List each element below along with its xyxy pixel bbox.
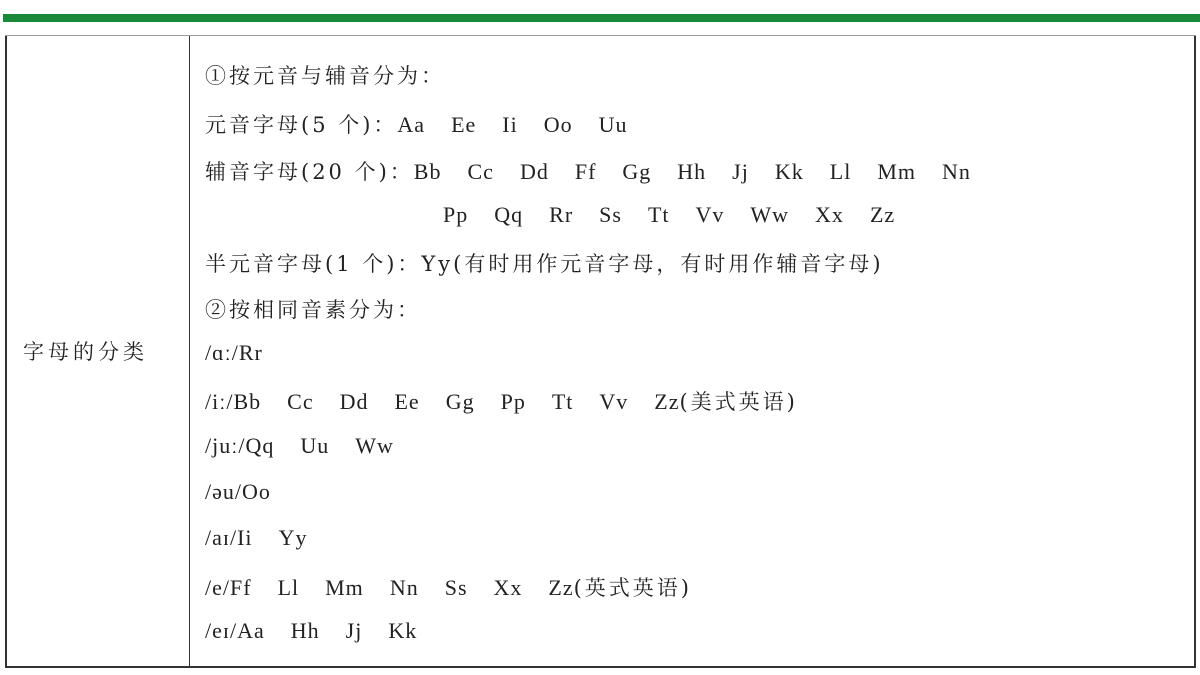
phoneme-group-line: [205, 386, 798, 416]
letter-pair: Dd: [519, 159, 549, 184]
letter-pair: Uu: [300, 432, 330, 458]
letter-pair: Ss: [599, 202, 622, 227]
letter-pair: Ww: [355, 432, 394, 458]
letter-pair: Vv: [695, 202, 725, 227]
phoneme-letters: [245, 433, 393, 458]
letter-pair: Ll: [277, 574, 300, 600]
letter-pair: Aa: [237, 617, 265, 643]
letter-pair: Oo: [242, 478, 271, 504]
letter-pair: Gg: [445, 389, 475, 415]
letter-pair: Mm: [877, 159, 916, 184]
phoneme-symbol: /əu/: [205, 478, 242, 504]
letter-pair: Aa: [397, 112, 426, 137]
semivowel-text: Yy(有时用作元音字母，有时用作辅音字母): [421, 252, 884, 276]
content-cell: [205, 36, 1194, 666]
semivowel-line: [205, 248, 884, 278]
letter-pair: Ll: [829, 159, 852, 184]
letter-pair: Kk: [388, 617, 418, 643]
phoneme-symbol: /juː/: [205, 432, 246, 458]
phoneme-group-line: [205, 525, 307, 551]
letter-pair: Yy: [278, 525, 308, 551]
phoneme-note: (美式英语): [679, 390, 798, 415]
consonants-letters-row1: [414, 159, 971, 184]
category-cell: [7, 36, 190, 666]
phoneme-symbol: /iː/: [205, 389, 234, 415]
letter-pair: Cc: [287, 389, 314, 415]
letter-pair: Bb: [233, 389, 262, 415]
letter-pair: Jj: [345, 617, 363, 643]
vowels-line: [205, 109, 628, 139]
consonants-letters-row2: [443, 202, 895, 227]
letter-pair: Tt: [647, 202, 670, 227]
vowels-letters: [397, 112, 627, 137]
consonants-line-1: [205, 156, 971, 186]
section1-title: ①按元音与辅音分为：: [205, 64, 445, 88]
phoneme-letters: [239, 340, 263, 365]
phoneme-letters: [242, 479, 271, 504]
letter-pair: Bb: [413, 159, 442, 184]
letter-pair: Ss: [444, 574, 468, 600]
letter-pair: Kk: [774, 159, 804, 184]
phoneme-symbol: /ɑː/: [205, 340, 239, 365]
phoneme-symbol: /e/: [205, 574, 230, 600]
letter-pair: Mm: [325, 574, 364, 600]
consonants-line-2: [443, 202, 895, 228]
phoneme-letters: [230, 575, 574, 600]
phoneme-symbol: /eɪ/: [205, 617, 238, 643]
letter-pair: Jj: [732, 159, 749, 184]
letter-pair: Ff: [230, 574, 252, 600]
vowels-prefix: 元音字母(5 个)：: [205, 113, 398, 137]
letter-pair: Xx: [815, 202, 844, 227]
letter-pair: Rr: [238, 340, 263, 365]
phoneme-letters: [233, 389, 679, 414]
letter-pair: Zz: [869, 202, 896, 227]
section2-title: ②按相同音素分为：: [205, 298, 421, 322]
letter-pair: Qq: [494, 202, 524, 227]
letter-pair: Ww: [750, 202, 790, 227]
letter-pair: Zz: [654, 389, 680, 415]
phoneme-group-line: [205, 340, 263, 366]
phoneme-symbol: /aɪ/: [205, 525, 238, 551]
letter-pair: Cc: [467, 159, 494, 184]
phoneme-group-line: [205, 618, 417, 644]
letter-pair: Rr: [549, 202, 574, 227]
letter-pair: Uu: [598, 112, 628, 137]
letter-pair: Xx: [493, 574, 523, 600]
letter-pair: Hh: [677, 159, 707, 184]
category-label: 字母的分类: [23, 340, 148, 364]
letter-pair: Nn: [389, 574, 419, 600]
letter-pair: Ee: [394, 389, 420, 415]
letter-pair: Ff: [574, 159, 597, 184]
phoneme-group-line: [205, 433, 394, 459]
letter-pair: Gg: [622, 159, 652, 184]
letter-classification-table: [5, 36, 1196, 668]
letter-pair: Pp: [443, 202, 469, 227]
phoneme-group-line: [205, 479, 271, 505]
letter-pair: Ii: [237, 525, 253, 551]
letter-pair: Ee: [451, 112, 477, 137]
letter-pair: Pp: [500, 389, 526, 415]
letter-pair: Vv: [599, 389, 629, 415]
letter-pair: Zz: [548, 574, 574, 600]
phoneme-group-line: [205, 572, 692, 602]
phoneme-letters: [237, 618, 417, 643]
letter-pair: Oo: [543, 112, 573, 137]
letter-pair: Nn: [942, 159, 971, 184]
consonants-prefix: 辅音字母(20 个)：: [205, 160, 414, 184]
header-accent-bar: [3, 14, 1200, 22]
phoneme-note: (英式英语): [573, 575, 692, 600]
semivowel-prefix: 半元音字母(1 个)：: [205, 252, 422, 276]
letter-pair: Hh: [290, 617, 320, 643]
letter-pair: Tt: [551, 389, 574, 415]
letter-pair: Qq: [245, 432, 275, 458]
letter-pair: Dd: [339, 389, 369, 415]
letter-pair: Ii: [502, 112, 518, 137]
phoneme-letters: [237, 525, 307, 550]
